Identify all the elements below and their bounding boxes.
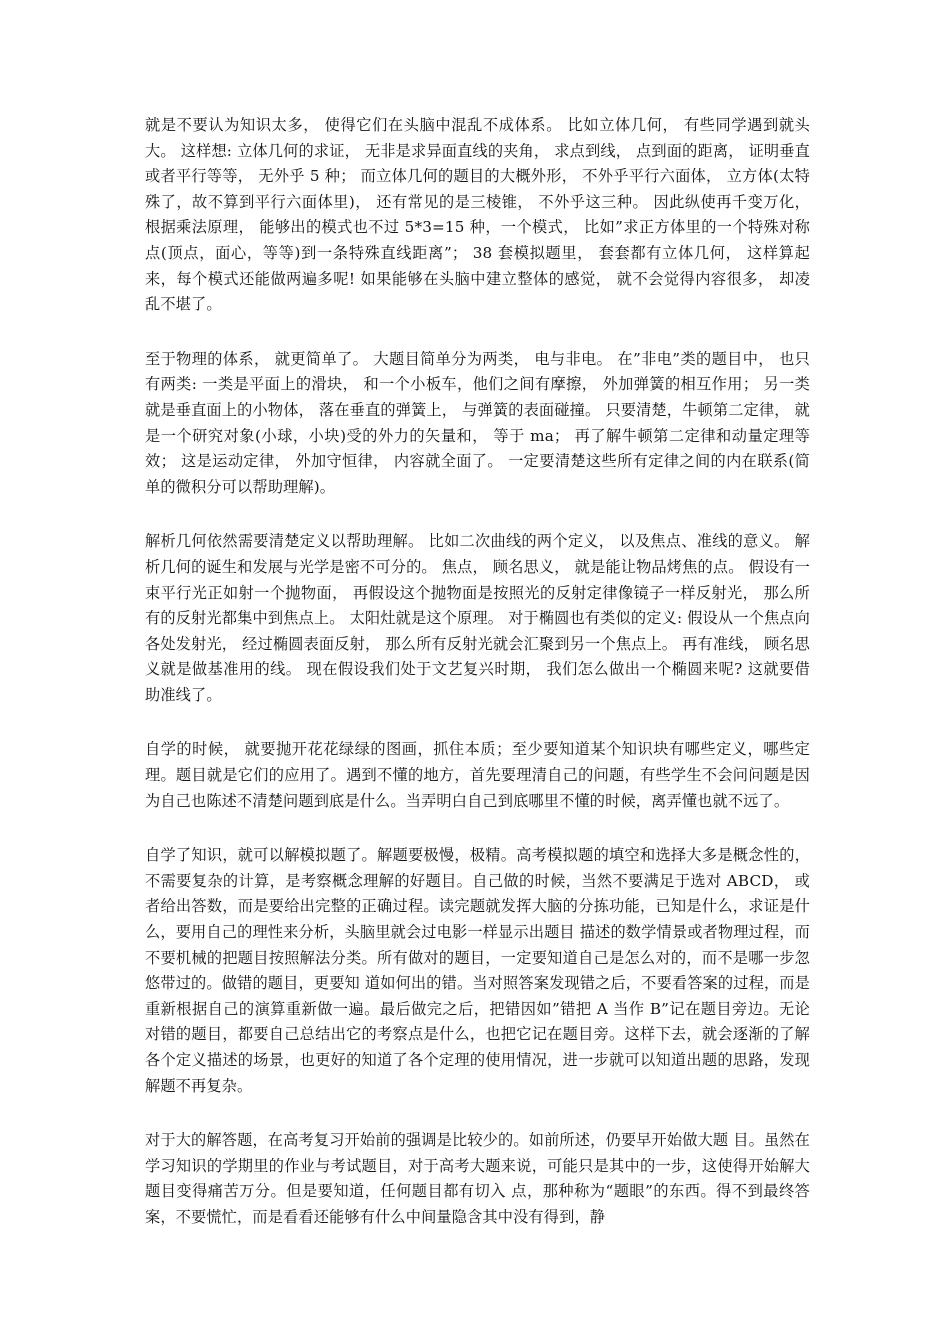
paragraph-analytic-geometry: 解析几何依然需要清楚定义以帮助理解。 比如二次曲线的两个定义， 以及焦点、准线的意义。 解析几何的诞生和发展与光学是密不可分的。 焦点， 顾名思义， 就是能让物品烤焦的点。 假设有一束平行光正如射一个抛物面， 再假设这个抛物面是按照光的反射定律像镜子一样反射光， 那么所有的反射光都集中到焦点上。 太阳灶就是这个原理。 对于椭圆也有类似的定义: 假设从一个焦点向各处发射光， 经过椭圆表面反射， 那么所有反射光就会汇聚到另一个焦点上。 再有准线， 顾名思义就是做基准用的线。 现在假设我们处于文艺复兴时期， 我们怎么做出一个椭圆来呢? 这就要借助准线了。 bbox=[145, 532, 810, 704]
paragraph-physics-system: 至于物理的体系， 就更简单了。 大题目简单分为两类， 电与非电。 在”非电”类的题目中， 也只有两类: 一类是平面上的滑块， 和一个小板车，他们之间有摩擦， 外加弹簧的相互作用； 另一类就是垂直面上的小物体， 落在垂直的弹簧上， 与弹簧的表面碰撞。 只要清楚，牛顿第二定律， 就是一个研究对象(小球，小块)受的外力的矢量和， 等于 ma； 再了解牛顿第二定律和动量定理等效； 这是运动定律， 外加守恒律， 内容就全面了。 一定要清楚这些所有定律之间的内在联系(简单的微积分可以帮助理解)。 bbox=[145, 349, 810, 496]
document-body bbox=[145, 113, 810, 1260]
paragraph-big-problems: 对于大的解答题，在高考复习开始前的强调是比较少的。如前所述，仍要早开始做大题 目。虽然在学习知识的学期里的作业与考试题目，对于高考大题来说，可能只是其中的一步，这使得开始解大题目变得痛苦万分。但是要知道，任何题目都有切入 点，那种称为“题眼”的东西。得不到最终答案，不要慌忙，而是看看还能够有什么中间量隐含其中没有得到，静 bbox=[145, 1131, 810, 1226]
paragraph-self-study: 自学的时候， 就要抛开花花绿绿的图画，抓住本质；至少要知道某个知识块有哪些定义，哪些定理。题目就是它们的应用了。遇到不懂的地方，首先要理清自己的问题，有些学生不会问问题是因为自己也陈述不清楚问题到底是什么。当弄明白自己到底哪里不懂的时候，离弄懂也就不远了。 bbox=[145, 740, 810, 810]
paragraph-solid-geometry: 就是不要认为知识太多， 使得它们在头脑中混乱不成体系。 比如立体几何， 有些同学遇到就头大。 这样想: 立体几何的求证， 无非是求异面直线的夹角， 求点到线， 点到面的距离， 证明垂直或者平行等等， 无外乎 5 种； 而立体几何的题目的大概外形， 不外乎平行六面体， 立方体(太特殊了，故不算到平行六面体里)， 还有常见的是三棱锥， 不外乎这三种。 因此纵使再千变万化， 根据乘法原理， 能够出的模式也不过 5*3=15 种，一个模式， 比如”求正方体里的一个特殊对称点(顶点，面心，等等)到一条特殊直线距离”； 38 套模拟题里， 套套都有立体几何， 这样算起来，每个模式还能做两遍多呢! 如果能够在头脑中建立整体的感觉， 就不会觉得内容很多， 却凌乱不堪了。 bbox=[145, 116, 810, 314]
paragraph-mock-exams: 自学了知识，就可以解模拟题了。解题要极慢，极精。高考模拟题的填空和选择大多是概念性的，不需要复杂的计算，是考察概念理解的好题目。自己做的时候，当然不要满足于选对 ABCD， 或者给出答数，而是要给出完整的正确过程。读完题就发挥大脑的分拣功能，已知是什么，求证是什么，要用自己的理性来分析，头脑里就会过电影一样显示出题目 描述的数学情景或者物理过程，而不要机械的把题目按照解法分类。所有做对的题目，一定要知道自己是怎么对的，而不是哪一步忽悠带过的。做错的题目，更要知 道如何出的错。当对照答案发现错之后，不要看答案的过程，而是重新根据自己的演算重新做一遍。最后做完之后，把错因如”错把 A 当作 B”记在题目旁边。无论对错的题目，都要自己总结出它的考察点是什么，也把它记在题目旁。这样下去，就会逐渐的了解各个定义描述的场景，也更好的知道了各个定理的使用情况，进一步就可以知道出题的思路，发现解题不再复杂。 bbox=[145, 846, 810, 1095]
